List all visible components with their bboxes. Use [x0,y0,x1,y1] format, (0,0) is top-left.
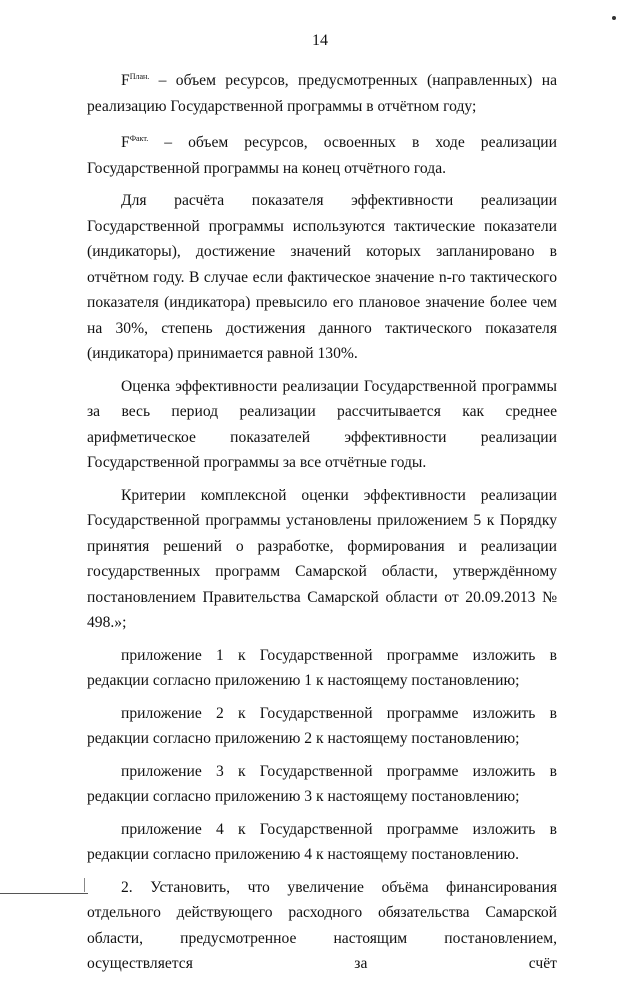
f-fact-symbol: F [121,134,130,151]
paragraph-f-plan [87,64,557,119]
paragraph-appendix-3: приложение 3 к Государственной программе изложить в редакции согласно приложению 3 к настоящему постановлению; [87,762,557,805]
document-body [87,64,557,984]
f-fact-definition: – объем ресурсов, освоенных в ходе реализации Государственной программы на конец отчётного года. [87,134,557,177]
f-plan-definition: – объем ресурсов, предусмотренных (направленных) на реализацию Государственной программы в отчётном году; [87,72,557,115]
paragraph-f-fact [87,126,557,181]
bottom-rule-line [0,893,88,894]
f-plan-superscript: План. [129,72,150,81]
paragraph-appendix-1: приложение 1 к Государственной программе изложить в редакции согласно приложению 1 к настоящему постановлению; [87,646,557,689]
paragraph-point-2: 2. Установить, что увеличение объёма финансирования отдельного действующего расходного обязательства Самарской области, предусмотренное настоящим постановлением, осуществляется за счёт [87,878,557,972]
paragraph-appendix-4: приложение 4 к Государственной программе изложить в редакции согласно приложению 4 к настоящему постановлению. [87,820,557,863]
f-plan-symbol: F [121,72,130,89]
corner-dot-mark [612,16,616,20]
paragraph-appendix-2: приложение 2 к Государственной программе изложить в редакции согласно приложению 2 к настоящему постановлению; [87,704,557,747]
margin-tick-mark [84,878,85,892]
f-fact-superscript: Факт. [129,134,149,143]
paragraph-efficiency-assessment: Оценка эффективности реализации Государственной программы за весь период реализации рассчитывается как среднее арифметическое показателей эффективности реализации Государственной программы за все отчётные годы. [87,377,557,471]
paragraph-criteria: Критерии комплексной оценки эффективности реализации Государственной программы установлены приложением 5 к Порядку принятия решений о разработке, формирования и реализации государственных программ Самарской области, утверждённому постановлением Правительства Самарской области от 20.09.2013 № 498.»; [87,486,557,631]
paragraph-efficiency-calculation: Для расчёта показателя эффективности реализации Государственной программы используются тактические показатели (индикаторы), достижение значений которых запланировано в отчётном году. В случае если фактическое значение n-го тактического показателя (индикатора) превысило его плановое значение более чем на 30%, степень достижения данного тактического показателя (индикатора) принимается равной 130%. [87,192,557,362]
page-number: 14 [312,32,328,49]
